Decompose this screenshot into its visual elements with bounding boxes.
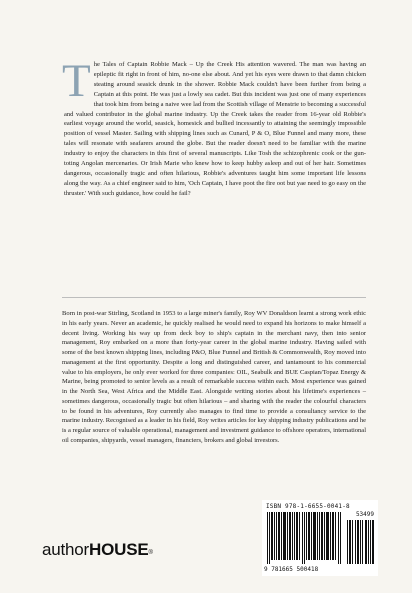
book-blurb (62, 55, 366, 199)
barcode-digits: 9 781665 500418 (264, 566, 319, 573)
isbn-barcode-block (262, 500, 378, 576)
barcode-bars (267, 512, 341, 564)
isbn-label: ISBN 978-1-6655-0041-8 (266, 503, 350, 510)
section-divider (62, 297, 366, 298)
author-bio (62, 309, 366, 446)
blurb-text: he Tales of Captain Robbie Mack – Up the Creek His attention wavered. The man was having an epileptic fit right in front of him, no-one else about. And yet his eyes were drawn to that damn chicken steating around seasick drunk in the shower. Robbie Mack couldn't have been further from being a Captain at this point. He was just a lowly sea cadet. But this incident was just one of many experiences that took him from being a naive wee lad from the Scottish village of Menstrie to becoming a successful and valued contributor in the global marine industry. Up the Creek takes the reader from 16-year old Robbie's earliest voyage around the world, seasick, homesick and bullied incessantly to attaining the seemingly impossible position of vessel Master. Sailing with shipping lines such as Cunard, P & O, Blue Funnel and many more, these tales will resonate with seafarers around the globe. But the reader doesn't need to be familiar with the marine industry to enjoy the characters in this first of several manuscripts. Like Tosh the schizophrenic cook or the gun-toting Angolan mercenaries. Or Irish Marie who knew how to keep hubby asleep and out of her hair. Sometimes dangerous, occasionally tragic and often hilarious, Robbie's adventures taught him some important life lessons along the way. As a chief engineer said to him, 'Och Captain, I have poot the fire oot but yae need to go easy on the thruster.' With such guidance, how could he fail? (64, 61, 366, 197)
publisher-logo (42, 540, 153, 560)
logo-house-text: HOUSE (89, 540, 149, 559)
drop-cap: T (62, 55, 91, 107)
author-bio-text: Born in post-war Stirling, Scotland in 1953 to a large miner's family, Roy WV Donaldson learnt a strong work ethic in his early years. Never an academic, he quickly realised he would need to expand his horizons to make himself a decent living. Working his way up from deck boy to ship's captain in the merchant navy, then into senior management, Roy embarked on a more than forty-year career in the global marine industry. Having sailed with some of the best known shipping lines, including P&O, Blue Funnel and British & Commonwealth, Roy moved into management at the first opportunity. Despite a long and distinguished career, and tantamount to his commercial value to his employers, he only ever worked for three companies: OIL, Seabulk and BUE Caspian/Topaz Energy & Marine, being promoted to senior levels as a result of remarkable success within each. Most experience was gained in the North Sea, West Africa and the Middle East. Alongside writing stories about his lifetime's experiences – sometimes dangerous, occasionally tragic but often hilarious – and sharing with the reader the colourful characters to be found in his adventures, Roy currently also manages to find time to provide a consultancy service to the marine industry. Recognised as a leader in his field, Roy writes articles for key shipping industry publications and he is a regular source of valuable operational, management and investment guidance to offshore operators, international oil companies, shipyards, vessel managers, financiers, brokers and global investors. (62, 310, 366, 444)
logo-author-text: author (42, 540, 90, 559)
registered-mark: ® (148, 550, 153, 556)
barcode-addon-bars (347, 520, 374, 564)
barcode-addon-number: 53499 (355, 511, 374, 518)
